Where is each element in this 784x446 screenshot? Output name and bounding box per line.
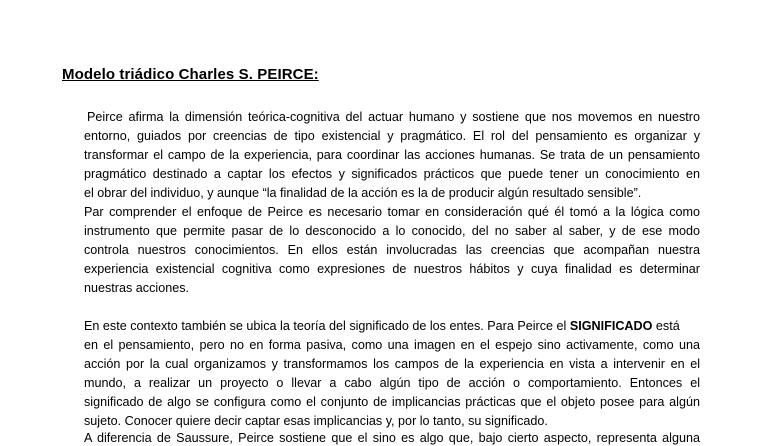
paragraph-1-line-1: Peirce afirma la dimensión teórica-cognitiva del actuar humano y sostiene que nos movemos en nuestro xyxy=(87,110,700,124)
paragraph-1-line-5: el obrar del individuo, y aunque “la finalidad de la acción es la de producir algún resultado sensible”. xyxy=(84,186,642,200)
paragraph-3-line-1-end: está xyxy=(652,319,680,333)
significado-keyword: SIGNIFICADO xyxy=(569,319,653,333)
paragraph-2-line-1: Par comprender el enfoque de Peirce es necesario tomar en consideración qué él tomó a la lógica como xyxy=(84,205,700,219)
paragraph-3-line-3: acción por la cual organizamos y transformamos los campos de la experiencia en vista a intervenir en el xyxy=(84,357,700,371)
paragraph-1-line-3: transformar el campo de la experiencia, para coordinar las acciones humanas. Se trata de un pensamiento xyxy=(84,148,700,162)
paragraph-2-line-5: nuestras acciones. xyxy=(84,281,190,295)
paragraph-3-line-5: significado de algo se configura como el conjunto de implicancias prácticas que el objeto posee para algún xyxy=(84,395,700,409)
paragraph-2-line-2: instrumento que permite pasar de lo desconocido a lo conocido, del no saber al saber, y de ese modo xyxy=(84,224,700,238)
paragraph-3-line-4: mundo, a realizar un proyecto o llevar a cabo algún tipo de acción o comportamiento. Entonces el xyxy=(84,376,700,390)
paragraph-2-line-3: controla nuestros conocimientos. En ellos están involucradas las creencias que acompañan nuestra xyxy=(84,243,700,257)
paragraph-3-line-1-start: En este contexto también se ubica la teoría del significado de los entes. Para Peirce el xyxy=(84,319,570,333)
paragraph-2-line-4: experiencia existencial cognitiva como expresiones de nuestros hábitos y cuya finalidad es determinar xyxy=(84,262,700,276)
paragraph-3-line-2: en el pensamiento, pero no en forma pasiva, como una imagen en el espejo sino activamente, como una xyxy=(84,338,700,352)
paragraph-3-line-1 xyxy=(84,318,700,334)
paragraph-1-line-2: entorno, guiados por creencias de tipo existencial y pragmático. El rol del pensamiento es organizar y xyxy=(84,129,700,143)
paragraph-4-line-1: A diferencia de Saussure, Peirce sostiene que el sino es algo que, bajo cierto aspecto, representa alguna xyxy=(84,431,700,445)
paragraph-1-line-4: pragmático destinado a captar los efectos y significados prácticos que puede tener un conocimiento en xyxy=(84,167,700,181)
paragraph-3-line-6: sujeto. Conocer quiere decir captar esas implicancias y, por lo tanto, su significado. xyxy=(84,414,548,428)
document-heading: Modelo triádico Charles S. PEIRCE: xyxy=(62,66,319,83)
